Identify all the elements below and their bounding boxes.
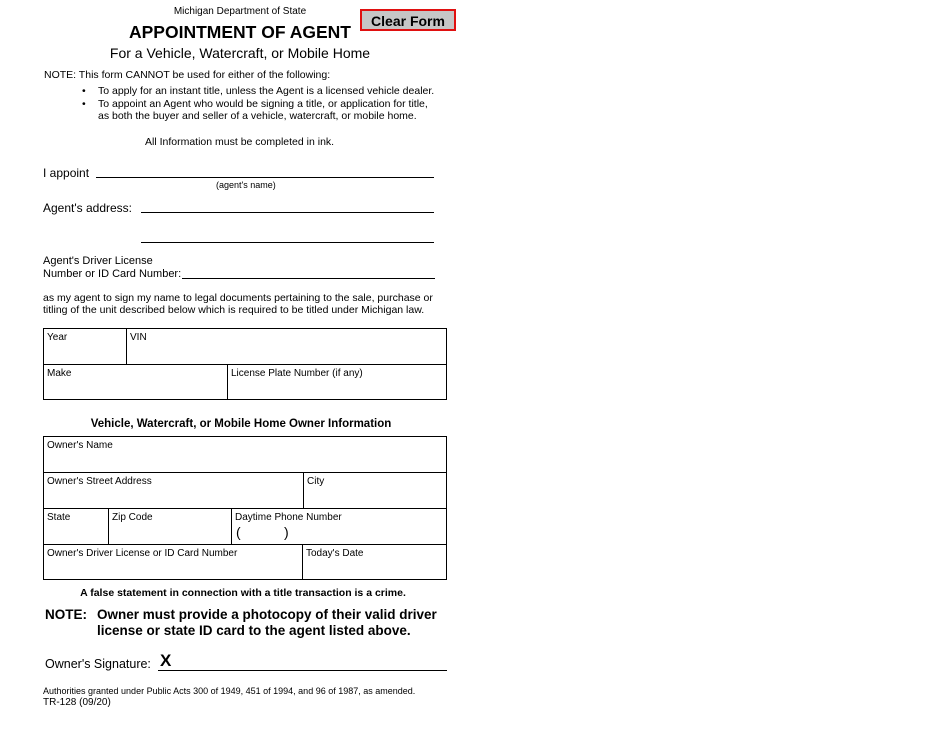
- agent-name-caption: (agent's name): [216, 180, 276, 190]
- phone-paren-open: (: [236, 524, 241, 540]
- agent-dl-label-1: Agent's Driver License: [43, 255, 153, 267]
- owner-zip-field[interactable]: Zip Code: [112, 512, 153, 523]
- owner-city-field[interactable]: City: [307, 476, 325, 487]
- agent-dl-field[interactable]: [182, 278, 435, 279]
- owner-street-field[interactable]: Owner's Street Address: [47, 476, 152, 487]
- signature-label: Owner's Signature:: [45, 657, 151, 671]
- photocopy-note-1: Owner must provide a photocopy of their valid driver: [97, 607, 437, 622]
- owner-section-heading: Vehicle, Watercraft, or Mobile Home Owner Information: [90, 418, 392, 430]
- signature-x-mark: X: [160, 651, 172, 670]
- form-subtitle: For a Vehicle, Watercraft, or Mobile Home: [109, 45, 371, 61]
- agent-address-field-2[interactable]: [141, 242, 434, 243]
- agent-address-field-1[interactable]: [141, 212, 434, 213]
- todays-date-field[interactable]: Today's Date: [306, 548, 364, 559]
- authority-text-2: titling of the unit described below which is required to be titled under Michigan law.: [43, 304, 425, 316]
- owner-name-field[interactable]: Owner's Name: [47, 440, 113, 451]
- note-label: NOTE:: [45, 607, 87, 622]
- owner-dl-field[interactable]: Owner's Driver License or ID Card Number: [47, 548, 238, 559]
- vin-field[interactable]: VIN: [130, 332, 147, 343]
- make-field[interactable]: Make: [47, 368, 72, 379]
- appoint-label: I appoint: [43, 166, 90, 180]
- agent-dl-label-2: Number or ID Card Number:: [43, 268, 182, 280]
- owner-signature-field[interactable]: [158, 670, 447, 671]
- authorities-text: Authorities granted under Public Acts 300 of 1949, 451 of 1994, and 96 of 1987, as amended.: [43, 686, 416, 696]
- list-item: • To appoint an Agent who would be signing a title, or application for title,: [82, 97, 428, 110]
- form-title: APPOINTMENT OF AGENT: [129, 22, 351, 42]
- note-bullet-list: [82, 85, 434, 123]
- false-statement-warning: A false statement in connection with a title transaction is a crime.: [80, 587, 406, 599]
- list-item: • To apply for an instant title, unless the Agent is a licensed vehicle dealer.: [82, 85, 435, 97]
- form-id: TR-128 (09/20): [43, 697, 111, 708]
- owner-state-field[interactable]: State: [47, 512, 71, 523]
- agency-name: Michigan Department of State: [173, 6, 307, 17]
- year-field[interactable]: Year: [47, 332, 68, 343]
- agent-address-label: Agent's address:: [43, 201, 133, 215]
- phone-paren-close: ): [284, 524, 289, 540]
- vehicle-table: [43, 328, 447, 400]
- plate-field[interactable]: License Plate Number (if any): [231, 368, 363, 379]
- ink-notice: All Information must be completed in ink.: [145, 136, 335, 148]
- agent-name-field[interactable]: [96, 177, 434, 178]
- owner-phone-field[interactable]: Daytime Phone Number ( ): [235, 512, 342, 540]
- photocopy-note-2: license or state ID card to the agent listed above.: [97, 623, 411, 638]
- owner-table: [43, 436, 447, 580]
- authority-text-1: as my agent to sign my name to legal documents pertaining to the sale, purchase or: [43, 292, 433, 304]
- clear-form-button[interactable]: Clear Form: [360, 9, 456, 31]
- note-intro: NOTE: This form CANNOT be used for either of the following:: [44, 69, 331, 81]
- list-item: as both the buyer and seller of a vehicle, watercraft, or mobile home.: [98, 110, 417, 122]
